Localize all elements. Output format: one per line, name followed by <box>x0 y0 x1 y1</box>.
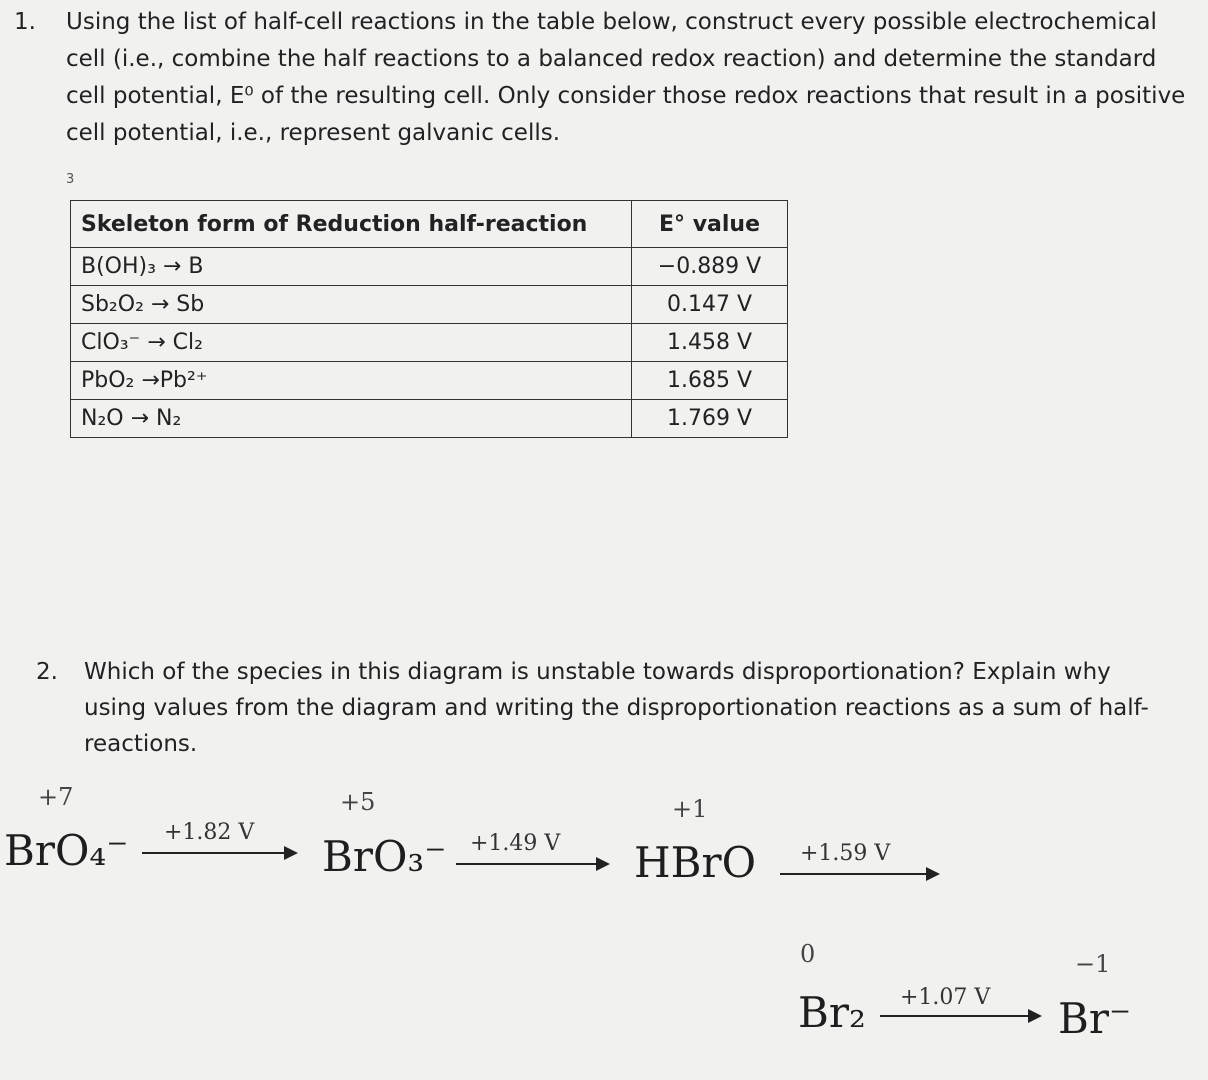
potential-label: +1.07 V <box>900 985 991 1010</box>
half-reaction-table <box>70 200 788 438</box>
species-bromide: Br⁻ <box>1058 994 1132 1043</box>
table-row <box>71 400 788 438</box>
ox-state-minus1: −1 <box>1075 950 1111 978</box>
table-row <box>71 286 788 324</box>
table-row <box>71 248 788 286</box>
ox-state-plus5: +5 <box>340 788 376 816</box>
ox-state-zero: 0 <box>800 940 816 968</box>
e-value-cell: 1.458 V <box>632 324 788 362</box>
e-value-cell: 1.685 V <box>632 362 788 400</box>
header-e-value: E° value <box>632 201 788 248</box>
table-header-row <box>71 201 788 248</box>
species-perbromate: BrO₄⁻ <box>4 826 129 875</box>
arrow-right-icon <box>142 852 284 854</box>
e-value-cell: 1.769 V <box>632 400 788 438</box>
e-value-cell: 0.147 V <box>632 286 788 324</box>
species-bromine: Br₂ <box>798 988 866 1037</box>
potential-label: +1.49 V <box>470 831 561 856</box>
species-bromate: BrO₃⁻ <box>322 832 447 881</box>
ox-state-plus7: +7 <box>38 783 74 811</box>
potential-label: +1.82 V <box>164 820 255 845</box>
reaction-cell: PbO₂ →Pb²⁺ <box>71 362 632 400</box>
species-hypobromous-acid: HBrO <box>634 838 757 887</box>
arrow-right-icon <box>780 873 926 875</box>
question-2-number: 2. <box>36 659 58 685</box>
arrow-right-icon <box>880 1015 1028 1017</box>
question-1-text: Using the list of half-cell reactions in the table below, construct every possible electrochemical cell (i.e., combine the half reactions to a balanced redox reaction) and determine the standard cell potential, E⁰ of the resulting cell. Only consider those redox reactions that result in a positive cell potential, i.e., represent galvanic cells. <box>66 9 1186 146</box>
e-value-cell: −0.889 V <box>632 248 788 286</box>
potential-label: +1.59 V <box>800 841 891 866</box>
table-row <box>71 362 788 400</box>
ox-state-plus1: +1 <box>672 795 708 823</box>
question-1-number: 1. <box>14 9 36 35</box>
question-2-text: Which of the species in this diagram is unstable towards disproportionation? Explain why using values from the diagram and writing the disproportionation reactions as a sum of half-reactions. <box>84 659 1149 757</box>
table-row <box>71 324 788 362</box>
arrow-right-icon <box>456 863 596 865</box>
reaction-cell: N₂O → N₂ <box>71 400 632 438</box>
reaction-cell: B(OH)₃ → B <box>71 248 632 286</box>
reaction-cell: ClO₃⁻ → Cl₂ <box>71 324 632 362</box>
reaction-cell: Sb₂O₂ → Sb <box>71 286 632 324</box>
header-reaction: Skeleton form of Reduction half-reaction <box>71 201 632 248</box>
table-number: 3 <box>66 172 75 187</box>
